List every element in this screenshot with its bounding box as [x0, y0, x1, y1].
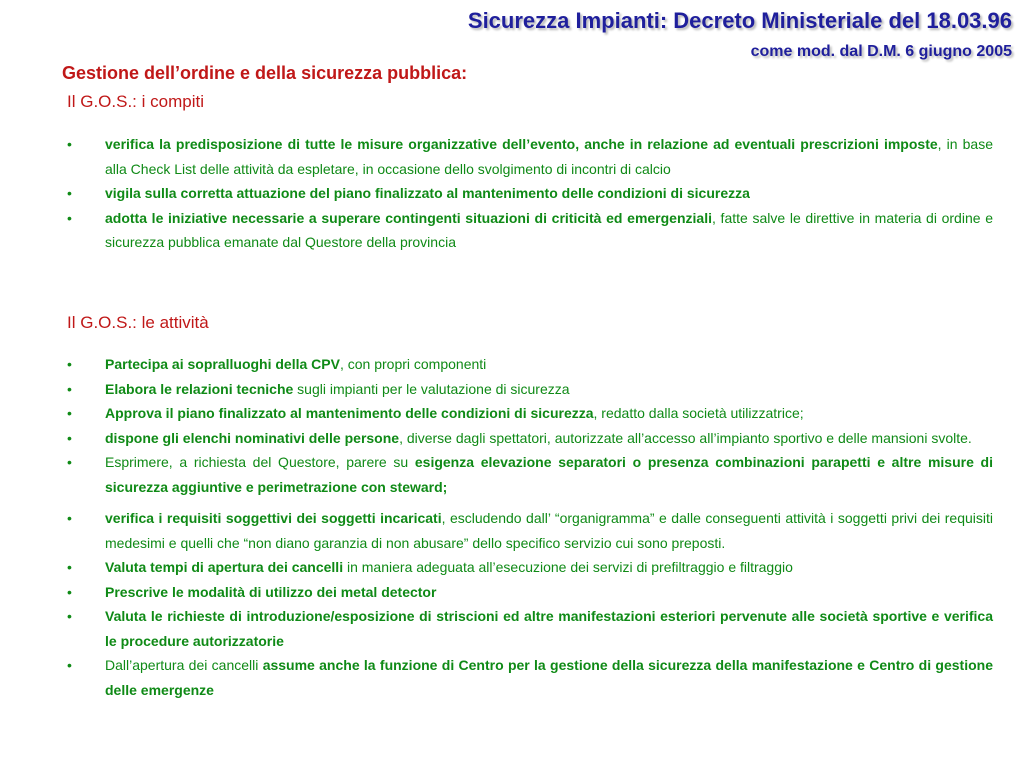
list-item	[67, 450, 993, 499]
bullet-icon: •	[67, 608, 72, 624]
list-item	[67, 352, 993, 377]
bullet-icon: •	[67, 356, 72, 372]
bullet-icon: •	[67, 380, 72, 397]
section-title: Gestione dell’ordine e della sicurezza pubblica:	[62, 63, 468, 83]
item-text-bold: Prescrive le modalità di utilizzo dei metal detector	[105, 583, 437, 600]
list-item	[67, 426, 993, 451]
slide-subtitle: come mod. dal D.M. 6 giugno 2005	[750, 43, 1012, 60]
list-item	[67, 206, 993, 255]
item-text-bold: assume anche la funzione di Centro per la gestione della sicurezza della manifestazione e Centro di gestione delle emergenze	[105, 657, 993, 698]
list-item	[67, 132, 993, 181]
compiti-heading: Il G.O.S.: i compiti	[67, 92, 204, 111]
bullet-icon: •	[67, 583, 72, 600]
item-text-rest: , in base alla Check List delle attività da espletare, in occasione dello svolgimento di incontri di calcio	[105, 136, 993, 177]
item-text-rest: , fatte salve le direttive in materia di ordine e sicurezza pubblica emanate dal Questore della provincia	[105, 209, 993, 250]
item-text-bold: esigenza elevazione separatori o presenza combinazioni parapetti e altre misure di sicurezza aggiuntive e perimetrazione con steward;	[105, 454, 993, 495]
attivita-heading: Il G.O.S.: le attività	[67, 313, 209, 332]
bullet-icon: •	[67, 185, 72, 201]
item-text-rest: in maniera adeguata all’esecuzione dei servizi di prefiltraggio e filtraggio	[343, 559, 793, 575]
compiti-list	[67, 132, 993, 255]
item-text-bold: Partecipa ai sopralluoghi della CPV	[105, 356, 340, 372]
list-spacer	[67, 499, 993, 506]
item-text-rest: , diverse dagli spettatori, autorizzate all’accesso all’impianto sportivo e delle mansioni svolte.	[399, 429, 972, 446]
bullet-icon: •	[67, 136, 72, 152]
item-text-bold: verifica i requisiti soggettivi dei soggetti incaricati	[105, 510, 442, 526]
bullet-icon: •	[67, 429, 72, 446]
bullet-icon: •	[67, 209, 72, 226]
bullet-icon: •	[67, 510, 72, 526]
list-item	[67, 181, 993, 206]
list-item	[67, 401, 993, 426]
item-text-bold: adotta le iniziative necessarie a superare contingenti situazioni di criticità ed emergenziali	[105, 209, 712, 226]
item-text-rest: , redatto dalla società utilizzatrice;	[593, 405, 804, 421]
list-item	[67, 604, 993, 653]
list-item	[67, 506, 993, 555]
item-text-pre: Dall’apertura dei cancelli	[105, 657, 263, 673]
item-text-bold: Valuta tempi di apertura dei cancelli	[105, 559, 344, 575]
item-text-bold: Valuta le richieste di introduzione/esposizione di striscioni ed altre manifestazioni esteriori pervenute alle società sportive e verifica le procedure autorizzatorie	[105, 608, 993, 649]
item-text-bold: vigila sulla corretta attuazione del piano finalizzato al mantenimento delle condizioni di sicurezza	[105, 185, 750, 201]
item-text-rest: , escludendo dall’ “organigramma” e dalle conseguenti attività i soggetti privi dei requisiti medesimi e quelli che “non diano garanzia di non abusare” dello specifico servizio cui sono preposti.	[105, 510, 993, 551]
item-text-bold: Elabora le relazioni tecniche	[105, 380, 294, 397]
bullet-icon: •	[67, 559, 72, 575]
bullet-icon: •	[67, 454, 72, 470]
item-text-bold: verifica la predisposizione di tutte le misure organizzative dell’evento, anche in relazione ad eventuali prescrizioni imposte	[105, 136, 938, 152]
list-item	[67, 653, 993, 702]
bullet-icon: •	[67, 405, 72, 421]
item-text-bold: dispone gli elenchi nominativi delle persone	[105, 429, 400, 446]
attivita-list	[67, 352, 993, 702]
bullet-icon: •	[67, 657, 72, 673]
item-text-rest: , con propri componenti	[339, 356, 487, 372]
item-text-rest: sugli impianti per le valutazione di sicurezza	[293, 380, 570, 397]
list-item	[67, 580, 993, 605]
slide-title: Sicurezza Impianti: Decreto Ministeriale del 18.03.96	[467, 8, 1012, 33]
list-item	[67, 377, 993, 402]
list-item	[67, 555, 993, 580]
item-text-pre: Esprimere, a richiesta del Questore, parere su	[105, 454, 415, 470]
item-text-bold: Approva il piano finalizzato al mantenimento delle condizioni di sicurezza	[105, 405, 594, 421]
